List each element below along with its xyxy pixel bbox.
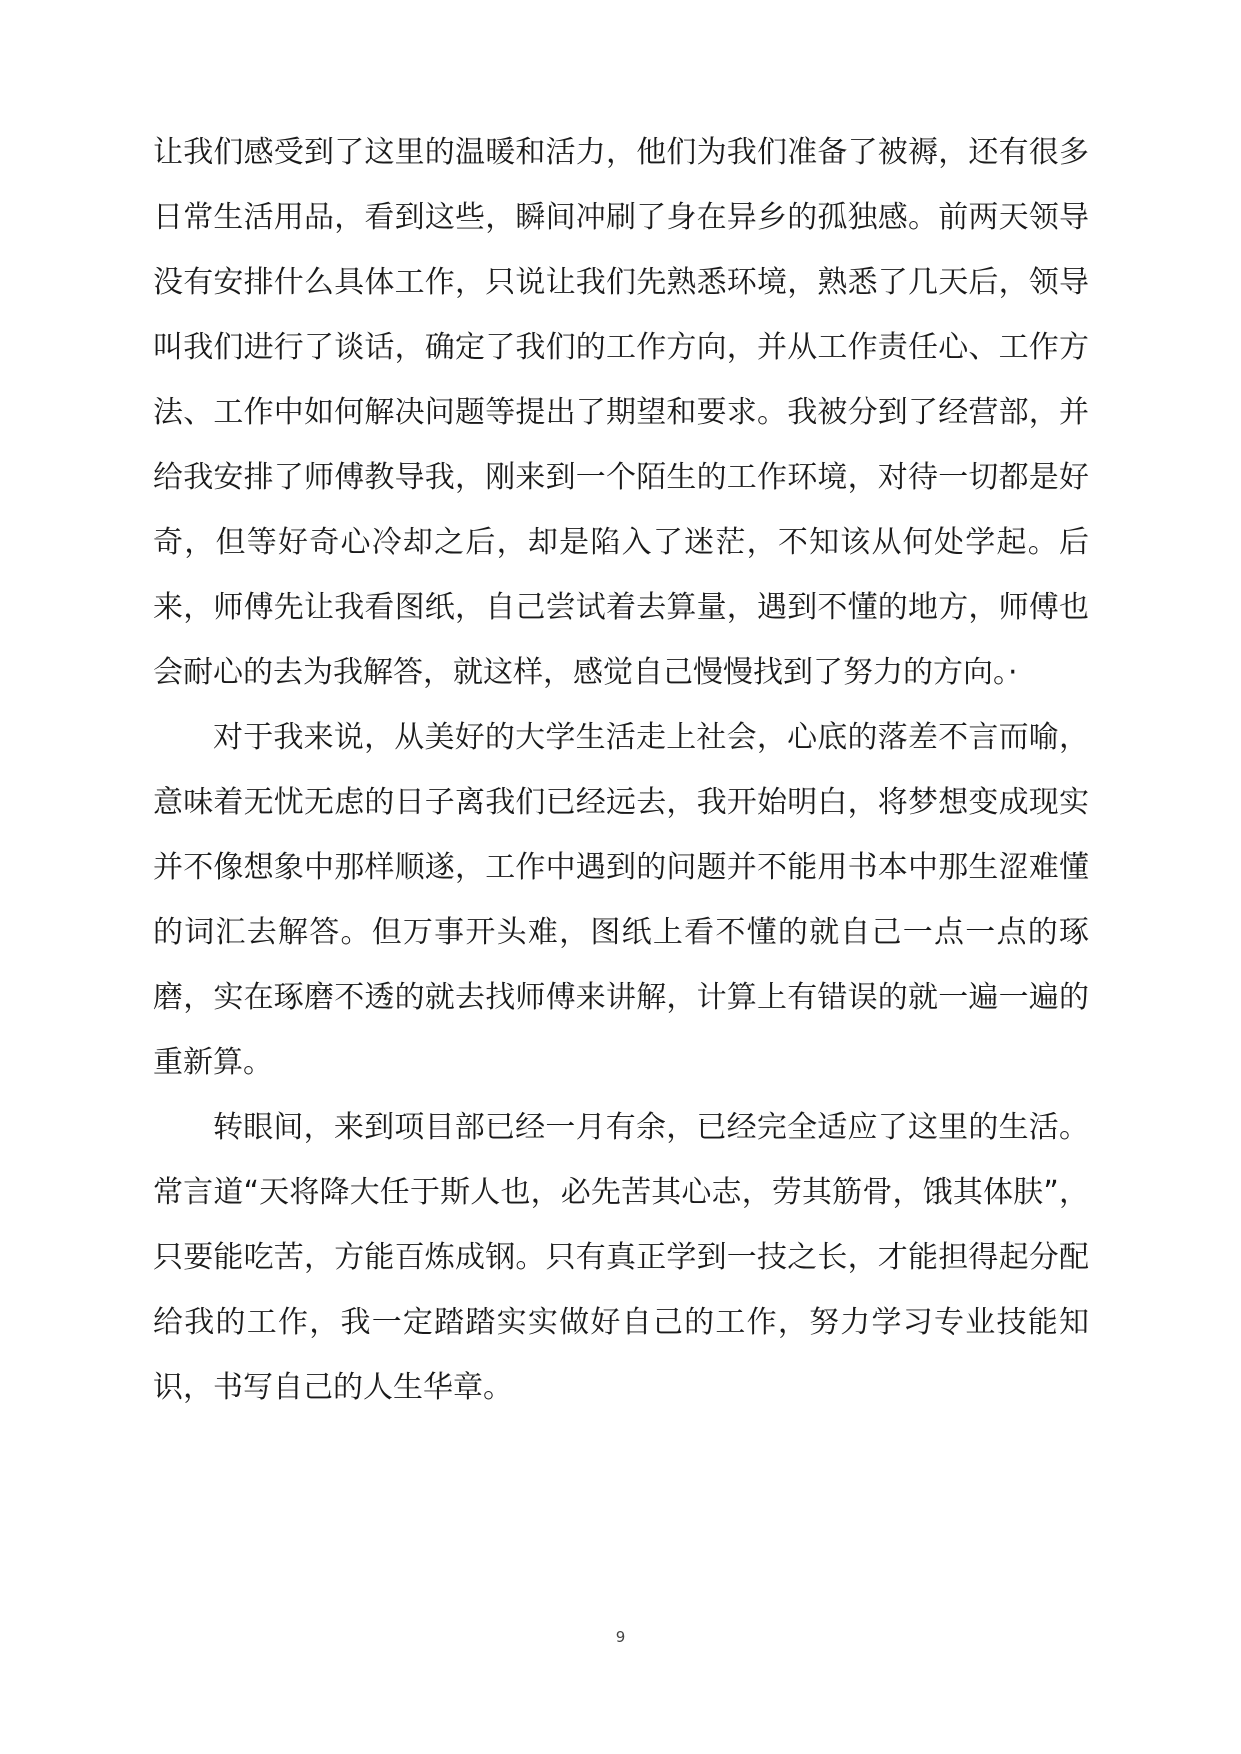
paragraph-conclusion: 转眼间，来到项目部已经一月有余，已经完全适应了这里的生活。常言道“天将降大任于斯人也，必先苦其心志，劳其筋骨，饿其体肤”，只要能吃苦，方能百炼成钢。只有真正学到一技之长，才能担得起分配给我的工作，我一定踏踏实实做好自己的工作，努力学习专业技能知识，书写自己的人生华章。 [153, 1110, 1089, 1405]
body-text [153, 120, 1089, 1420]
paragraph-graduation-reflection: 对于我来说，从美好的大学生活走上社会，心底的落差不言而喻，意味着无忧无虑的日子离我们已经远去，我开始明白，将梦想变成现实并不像想象中那样顺遂，工作中遇到的问题并不能用书本中那生涩难懂的词汇去解答。但万事开头难，图纸上看不懂的就自己一点一点的琢磨，实在琢磨不透的就去找师傅来讲解，计算上有错误的就一遍一遍的重新算。 [153, 720, 1089, 1080]
paragraph-continuation: 让我们感受到了这里的温暖和活力，他们为我们准备了被褥，还有很多日常生活用品，看到这些，瞬间冲刷了身在异乡的孤独感。前两天领导没有安排什么具体工作，只说让我们先熟悉环境，熟悉了几天后，领导叫我们进行了谈话，确定了我们的工作方向，并从工作责任心、工作方法、工作中如何解决问题等提出了期望和要求。我被分到了经营部，并给我安排了师傅教导我，刚来到一个陌生的工作环境，对待一切都是好奇，但等好奇心冷却之后，却是陷入了迷茫，不知该从何处学起。后来，师傅先让我看图纸，自己尝试着去算量，遇到不懂的地方，师傅也会耐心的去为我解答，就这样，感觉自己慢慢找到了努力的方向。· [153, 135, 1089, 690]
page-number: 9 [615, 1628, 626, 1646]
